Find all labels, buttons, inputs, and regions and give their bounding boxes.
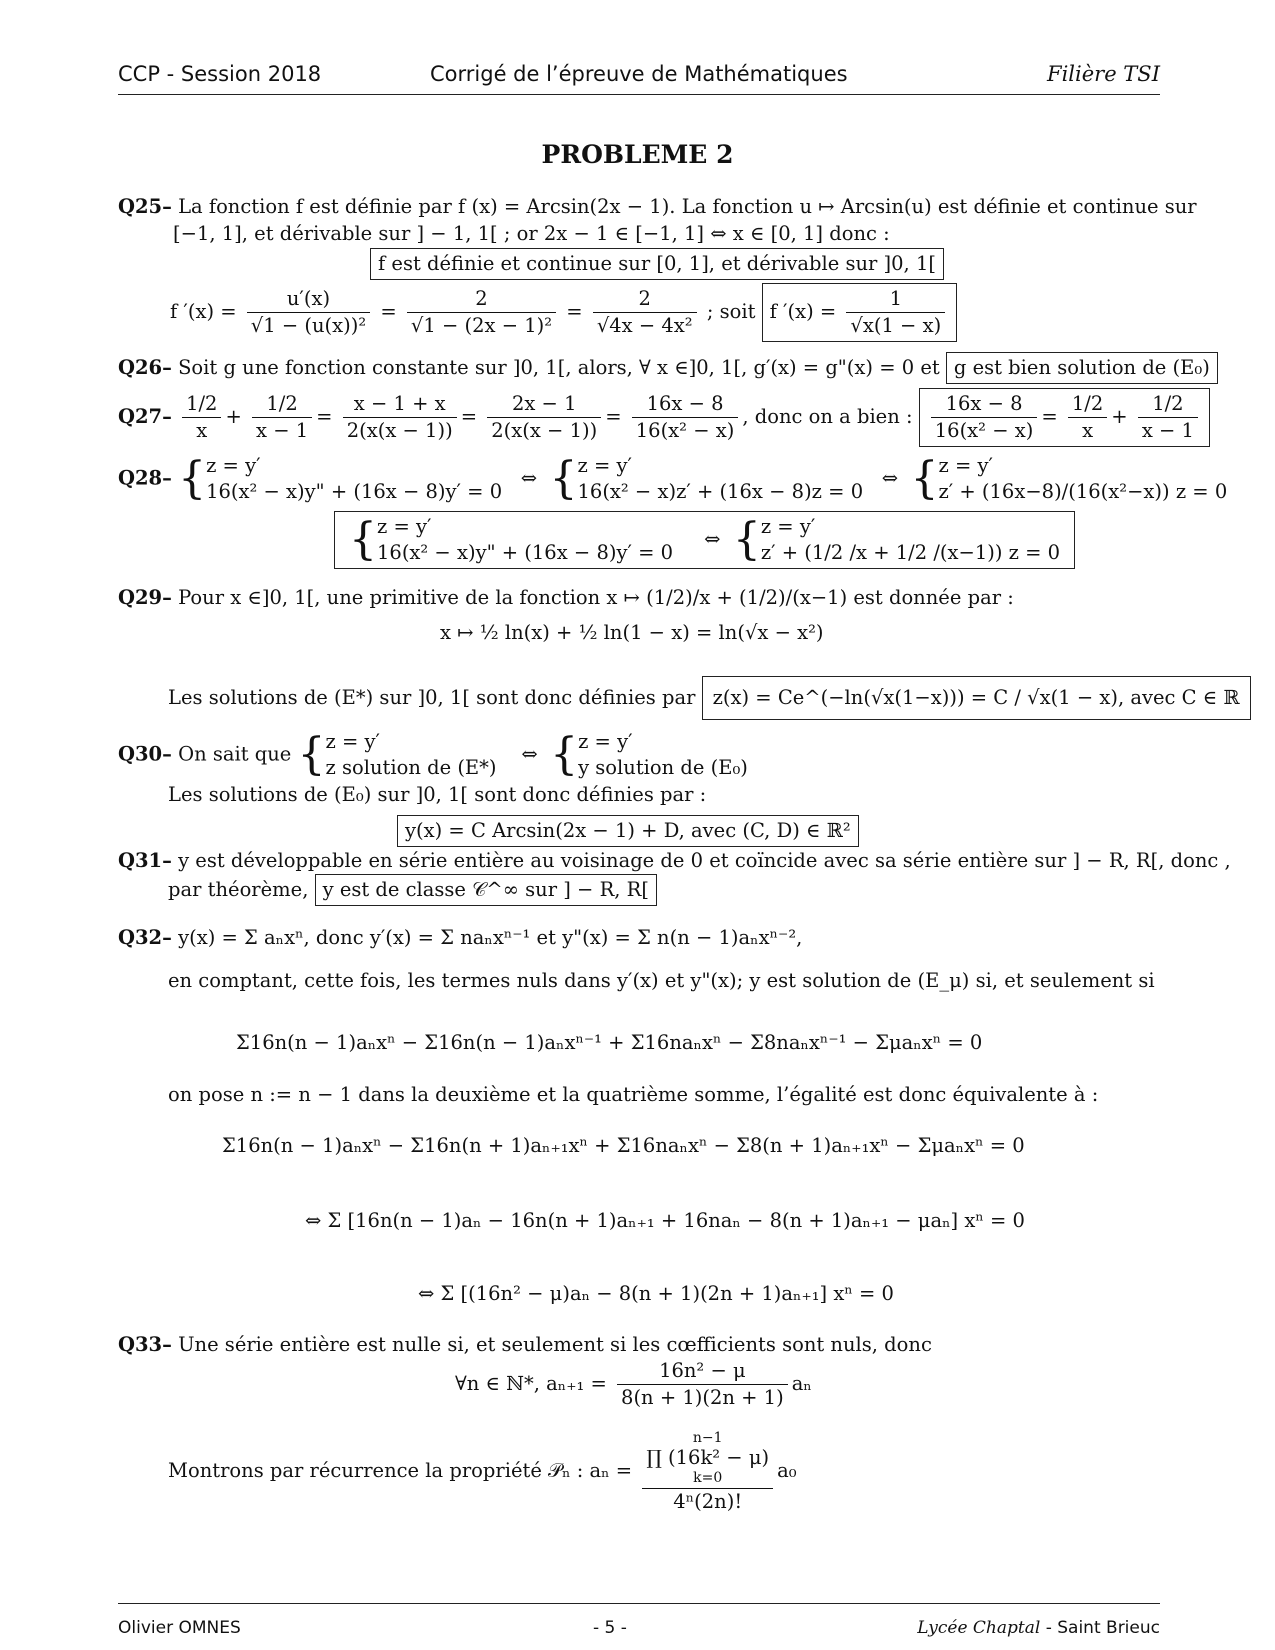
q29-sol-text: Les solutions de (E*) sur ]0, 1[ sont donc définies par [168, 686, 696, 709]
q26-boxed: g est bien solution de (E₀) [946, 352, 1218, 384]
q26-text: Soit g une fonction constante sur ]0, 1[, alors, ∀ x ∈]0, 1[, g′(x) = g"(x) = 0 et [178, 356, 940, 379]
q32-eq1: Σ16n(n − 1)aₙxⁿ − Σ16n(n − 1)aₙxⁿ⁻¹ + Σ16naₙxⁿ − Σ8naₙxⁿ⁻¹ − Σμaₙxⁿ = 0 [236, 1031, 983, 1054]
q29-box: z(x) = Ce^(−ln(√x(1−x))) = C / √x(1 − x), avec C ∈ ℝ [702, 676, 1251, 720]
q25-boxed: f est définie et continue sur [0, 1], et dérivable sur ]0, 1[ [370, 248, 944, 280]
q29-text: Pour x ∈]0, 1[, une primitive de la fonction x ↦ (1/2)/x + (1/2)/(x−1) est donnée par : [178, 586, 1014, 609]
q26-line [118, 352, 1210, 384]
header-center: Corrigé de l’épreuve de Mathématiques [430, 62, 848, 86]
header-rule [118, 94, 1160, 95]
q27-label: Q27– [118, 405, 172, 428]
q25-box1 [370, 248, 944, 280]
q30-box: y(x) = C Arcsin(2x − 1) + D, avec (C, D) ∈ ℝ² [397, 815, 859, 847]
q25-label: Q25– [118, 195, 172, 218]
q27-line: Q27– $\frac{1/2}{x}$ + $\frac{1/2}{x - 1}$ = $\frac{x - 1 + x}{2(x(x - 1))}$ = $\frac{2x - 1}{2(x(x - 1))}$ = $\frac{16x - 8}{\text{16(x² − x)}}$ , donc on a bien : $\frac{16x - 8}{\text{16(x² − x)}}$ = $\frac{1/2}{x}$ + $\frac{1/2}{x - 1}$ [118, 388, 1210, 447]
footer-page-number: - 5 - [593, 1618, 627, 1638]
q32-eq2: Σ16n(n − 1)aₙxⁿ − Σ16n(n + 1)aₙ₊₁xⁿ + Σ16naₙxⁿ − Σ8(n + 1)aₙ₊₁xⁿ − Σμaₙxⁿ = 0 [222, 1134, 1025, 1157]
q29-line [118, 585, 1165, 611]
q25-frac3: $\frac{2}{\text{√4x − 4x²}}$ [593, 286, 697, 339]
q31-label: Q31– [118, 849, 172, 872]
header-right: Filière TSI [1047, 62, 1160, 86]
q29-solution [168, 676, 1251, 720]
q30-text: Les solutions de (E₀) sur ]0, 1[ sont donc définies par : [168, 783, 707, 806]
q32-eq3: ⇔ Σ [16n(n − 1)aₙ − 16n(n + 1)aₙ₊₁ + 16naₙ − 8(n + 1)aₙ₊₁ − μaₙ] xⁿ = 0 [305, 1209, 1025, 1232]
q25-derivative: f ′(x) = $\frac{u'(x)}{\text{√1 − (u(x))²}}$ = $\frac{2}{\text{√1 − (2x − 1)²}}$ = $\frac{2}{\text{√4x − 4x²}}$ ; soit f ′(x) = $\frac{1}{√x(1 - x)}$ [170, 283, 957, 342]
q29-label: Q29– [118, 586, 172, 609]
footer-city: - Saint Brieuc [1040, 1618, 1160, 1638]
header-left: CCP - Session 2018 [118, 62, 322, 86]
q32-text: en comptant, cette fois, les termes nuls dans y′(x) et y"(x); y est solution de (E_μ) si, et seulement si [168, 969, 1155, 992]
footer-left: Olivier OMNES [118, 1618, 241, 1638]
q31-line2: par théorème, y est de classe 𝒞^∞ sur ] − R, R[ [168, 874, 657, 906]
q32-line1: Q32– y(x) = Σ aₙxⁿ, donc y′(x) = Σ naₙxⁿ⁻¹ et y"(x) = Σ n(n − 1)aₙxⁿ⁻², [118, 926, 803, 949]
footer-school: Lycée Chaptal [917, 1618, 1041, 1638]
q25-text2: [−1, 1], et dérivable sur ] − 1, 1[ ; or 2x − 1 ∈ [−1, 1] ⇔ x ∈ [0, 1] donc : [173, 222, 890, 245]
q33-property: Montrons par récurrence la propriété 𝒫ₙ : aₙ = n−1 ∏ (16k² − μ) k=0 4ⁿ(2n)! a₀ [168, 1430, 797, 1513]
footer-right [917, 1618, 1160, 1638]
q29-primitive: x ↦ ½ ln(x) + ½ ln(1 − x) = ln(√x − x²) [440, 621, 824, 644]
q33-recurrence: ∀n ∈ ℕ*, aₙ₊₁ = $\frac{\text{16n² − μ}}{8(n + 1)(2n + 1)}$ aₙ [455, 1359, 812, 1409]
q27-box: $\frac{16x - 8}{\text{16(x² − x)}}$ = $\frac{1/2}{x}$ + $\frac{1/2}{x - 1}$ [919, 388, 1210, 447]
q31-boxed: y est de classe 𝒞^∞ sur ] − R, R[ [315, 874, 657, 906]
q27-text: , donc on a bien : [742, 405, 913, 428]
q33-line: Q33– Une série entière est nulle si, et seulement si les cœfficients sont nuls, donc [118, 1333, 932, 1356]
q25-box2: f ′(x) = $\frac{1}{√x(1 - x)}$ [762, 283, 958, 342]
q33-label: Q33– [118, 1333, 172, 1356]
q28-line: Q28– {z = y′ 16(x² − x)y" + (16x − 8)y′ = 0 ⇔ {z = y′ 16(x² − x)z′ + (16x − 8)z = 0 ⇔ {z = y′ z′ + (16x−8)/(16(x²−x)) z = 0 [118, 453, 1228, 504]
q26-label: Q26– [118, 356, 172, 379]
q25-text1: La fonction f est définie par f (x) = Arcsin(2x − 1). La fonction u ↦ Arcsin(u) est définie et continue sur [178, 195, 1197, 218]
q25-frac2: $\frac{2}{\text{√1 − (2x − 1)²}}$ [407, 286, 556, 339]
page-title: PROBLEME 2 [541, 140, 734, 169]
q32-eq4: ⇔ Σ [(16n² − μ)aₙ − 8(n + 1)(2n + 1)aₙ₊₁] xⁿ = 0 [418, 1282, 894, 1305]
q30-line: Q30– On sait que {z = y′ z solution de (E*) ⇔ {z = y′ y solution de (E₀) [118, 729, 748, 780]
q25-frac1: $\frac{u'(x)}{\text{√1 − (u(x))²}}$ [247, 286, 370, 339]
q32-pose: on pose n := n − 1 dans la deuxième et la quatrième somme, l’égalité est donc équivalente à : [168, 1083, 1099, 1106]
q28-label: Q28– [118, 466, 172, 490]
q25-lhs: f ′(x) = [170, 300, 237, 323]
q30-label: Q30– [118, 742, 172, 766]
q25-line1 [118, 194, 1197, 220]
q28-box: {z = y′ 16(x² − x)y" + (16x − 8)y′ = 0 ⇔ {z = y′ z′ + (1/2 /x + 1/2 /(x−1)) z = 0 [334, 511, 1075, 569]
q32-label: Q32– [118, 926, 172, 949]
footer-rule [118, 1603, 1160, 1604]
q31-line1: Q31– y est développable en série entière au voisinage de 0 et coïncide avec sa série entière sur ] − R, R[, donc , [118, 849, 1231, 872]
q25-soit: ; soit [706, 300, 756, 323]
